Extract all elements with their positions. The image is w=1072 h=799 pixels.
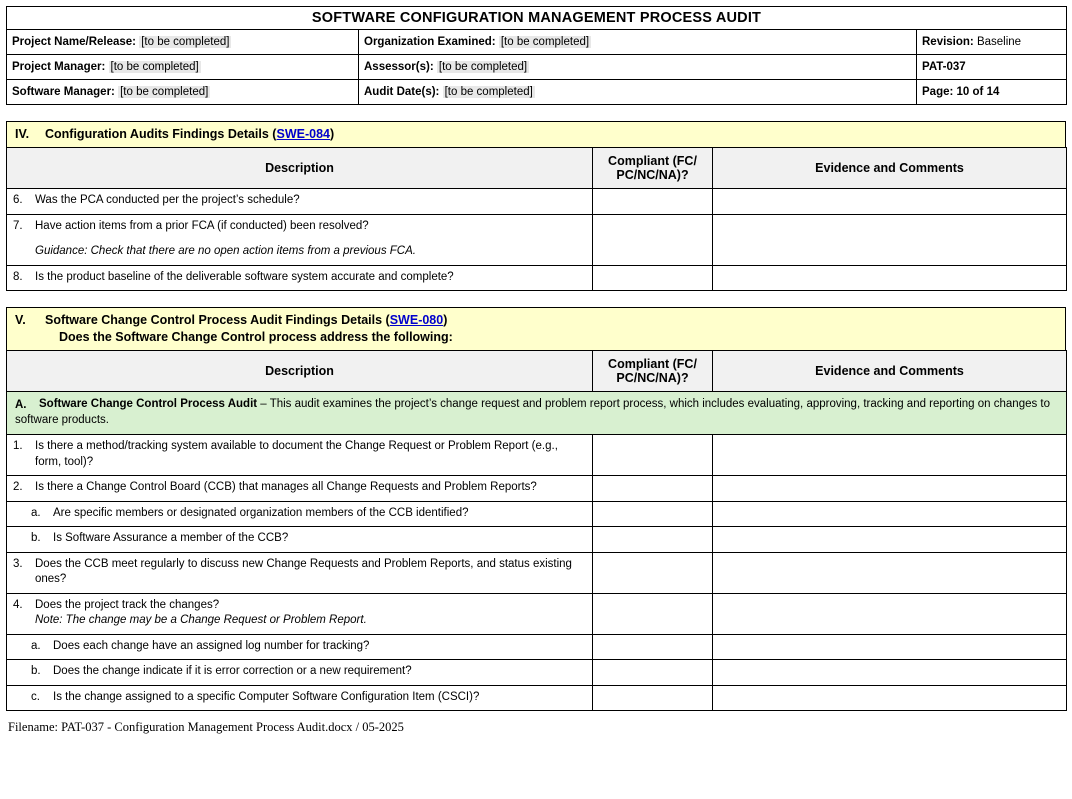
question-number: 2. — [13, 481, 23, 494]
question-text: Was the PCA conducted per the project’s schedule? — [35, 194, 300, 206]
evidence-input[interactable] — [713, 634, 1067, 660]
question-cell — [7, 660, 593, 686]
section-5-banner — [6, 307, 1066, 351]
table-row — [7, 593, 1067, 634]
question-number: a. — [31, 639, 41, 652]
page-number-value: 10 of 14 — [956, 86, 1000, 98]
compliant-input[interactable] — [593, 214, 713, 265]
document-id-label: PAT-037 — [922, 61, 966, 73]
organization-examined-label: Organization Examined: — [364, 36, 496, 48]
compliant-input[interactable] — [593, 265, 713, 291]
software-manager-value[interactable]: [to be completed] — [120, 86, 209, 98]
question-cell — [7, 189, 593, 215]
subsection-a-text: – This audit examines the project’s change request and problem report process, which includes evaluating, approving, tracking and reporting on changes to software products. — [15, 398, 1051, 426]
table-row — [7, 634, 1067, 660]
assessors-label: Assessor(s): — [364, 61, 434, 73]
audit-dates-label: Audit Date(s): — [364, 86, 440, 98]
table-row — [7, 527, 1067, 553]
question-cell — [7, 685, 593, 711]
organization-examined-cell — [359, 30, 917, 55]
project-manager-label: Project Manager: — [12, 61, 106, 73]
evidence-input[interactable] — [713, 527, 1067, 553]
table-row — [7, 660, 1067, 686]
question-text: Does the change indicate if it is error correction or a new requirement? — [53, 665, 412, 678]
section-4-heading — [15, 127, 1057, 141]
section-4-number: IV. — [15, 127, 30, 141]
table-row — [7, 435, 1067, 476]
revision-value: Baseline — [976, 36, 1022, 48]
project-name-value[interactable]: [to be completed] — [141, 36, 230, 48]
question-number: 1. — [13, 440, 23, 453]
col-compliant: Compliant (FC/ PC/NC/NA)? — [593, 148, 713, 189]
page-number-cell — [917, 80, 1067, 105]
question-cell — [7, 214, 593, 265]
question-cell — [7, 476, 593, 502]
compliant-input[interactable] — [593, 634, 713, 660]
header-row-3 — [7, 80, 1067, 105]
question-cell — [7, 552, 593, 593]
question-cell — [7, 265, 593, 291]
section-5-findings-table — [6, 350, 1067, 711]
project-name-label: Project Name/Release: — [12, 36, 137, 48]
compliant-input[interactable] — [593, 527, 713, 553]
evidence-input[interactable] — [713, 214, 1067, 265]
question-number: b. — [31, 532, 41, 545]
evidence-input[interactable] — [713, 501, 1067, 527]
section-5-heading-text: Software Change Control Process Audit Findings Details ( — [45, 313, 390, 328]
document-header-table — [6, 6, 1067, 105]
compliant-input[interactable] — [593, 476, 713, 502]
table-row — [7, 476, 1067, 502]
section-5-header-row — [7, 351, 1067, 392]
question-number: 4. — [13, 598, 23, 611]
evidence-input[interactable] — [713, 265, 1067, 291]
section-4-banner — [6, 121, 1066, 148]
question-number: 6. — [13, 194, 23, 206]
col-description: Description — [7, 351, 593, 392]
table-row — [7, 552, 1067, 593]
subsection-a-banner — [7, 392, 1067, 435]
question-number: 3. — [13, 557, 23, 570]
col-evidence: Evidence and Comments — [713, 351, 1067, 392]
question-number: 7. — [13, 219, 23, 232]
compliant-input[interactable] — [593, 685, 713, 711]
question-cell — [7, 527, 593, 553]
audit-dates-cell — [359, 80, 917, 105]
project-manager-cell — [7, 55, 359, 80]
evidence-input[interactable] — [713, 552, 1067, 593]
col-compliant: Compliant (FC/ PC/NC/NA)? — [593, 351, 713, 392]
compliant-input[interactable] — [593, 501, 713, 527]
document-id-cell — [917, 55, 1067, 80]
section-5-number: V. — [15, 313, 26, 328]
col-evidence: Evidence and Comments — [713, 148, 1067, 189]
question-cell — [7, 501, 593, 527]
compliant-input[interactable] — [593, 593, 713, 634]
question-number: c. — [31, 690, 40, 703]
section-5-heading — [15, 313, 1057, 327]
table-row — [7, 685, 1067, 711]
header-row-1 — [7, 30, 1067, 55]
swe-084-link[interactable]: SWE-084 — [276, 127, 330, 141]
section-4-findings-table — [6, 147, 1067, 291]
col-description: Description — [7, 148, 593, 189]
compliant-input[interactable] — [593, 189, 713, 215]
header-title-row — [7, 7, 1067, 30]
question-number: b. — [31, 665, 41, 678]
question-cell — [7, 435, 593, 476]
question-text: Are specific members or designated organization members of the CCB identified? — [53, 506, 469, 519]
question-number: 8. — [13, 270, 23, 283]
assessors-cell — [359, 55, 917, 80]
compliant-input[interactable] — [593, 435, 713, 476]
question-text: Is the change assigned to a specific Computer Software Configuration Item (CSCI)? — [53, 690, 480, 703]
evidence-input[interactable] — [713, 593, 1067, 634]
assessors-value[interactable]: [to be completed] — [438, 61, 528, 73]
section-5-subheading: Does the Software Change Control process address the following: — [59, 330, 453, 345]
question-number: a. — [31, 506, 41, 519]
table-row — [7, 501, 1067, 527]
subsection-a-banner-row — [7, 392, 1067, 435]
header-row-2 — [7, 55, 1067, 80]
evidence-input[interactable] — [713, 685, 1067, 711]
evidence-input[interactable] — [713, 189, 1067, 215]
question-note: Note: The change may be a Change Request or Problem Report. — [35, 614, 367, 627]
section-4-heading-close: ) — [329, 127, 335, 141]
table-row — [7, 265, 1067, 291]
section-4-header-row — [7, 148, 1067, 189]
project-name-cell — [7, 30, 359, 55]
organization-examined-value[interactable]: [to be completed] — [500, 36, 590, 48]
audit-dates-value[interactable]: [to be completed] — [444, 86, 533, 98]
document-footer: Filename: PAT-037 - Configuration Management Process Audit.docx / 05-2025 — [8, 720, 404, 735]
revision-label: Revision: — [922, 36, 974, 48]
page-number-label: Page: — [922, 86, 954, 98]
subsection-a-title: Software Change Control Process Audit — [39, 398, 258, 411]
compliant-input[interactable] — [593, 552, 713, 593]
page-title: SOFTWARE CONFIGURATION MANAGEMENT PROCESS AUDIT — [7, 7, 1067, 30]
software-manager-label: Software Manager: — [12, 86, 115, 98]
question-text: Is there a Change Control Board (CCB) that manages all Change Requests and Problem Reports? — [35, 481, 537, 494]
table-row — [7, 189, 1067, 215]
question-cell — [7, 593, 593, 634]
section-4-heading-text: Configuration Audits Findings Details ( — [45, 127, 277, 141]
question-text: Is the product baseline of the deliverable software system accurate and complete? — [35, 270, 454, 283]
question-text: Have action items from a prior FCA (if conducted) been resolved? — [35, 219, 369, 232]
swe-080-link[interactable]: SWE-080 — [389, 313, 444, 328]
evidence-input[interactable] — [713, 435, 1067, 476]
project-manager-value[interactable]: [to be completed] — [110, 61, 199, 73]
question-text: Is Software Assurance a member of the CCB? — [53, 532, 289, 545]
question-cell — [7, 634, 593, 660]
evidence-input[interactable] — [713, 476, 1067, 502]
question-text: Does each change have an assigned log number for tracking? — [53, 639, 370, 652]
question-guidance: Guidance: Check that there are no open action items from a previous FCA. — [35, 245, 416, 258]
section-5-heading-close: ) — [443, 313, 448, 328]
subsection-a-letter: A. — [15, 399, 27, 412]
software-manager-cell — [7, 80, 359, 105]
evidence-input[interactable] — [713, 660, 1067, 686]
table-row — [7, 214, 1067, 265]
question-text: Does the CCB meet regularly to discuss new Change Requests and Problem Reports, and status existing ones? — [35, 557, 572, 586]
question-text: Is there a method/tracking system available to document the Change Request or Problem Report (e.g., form, tool)? — [35, 440, 558, 468]
compliant-input[interactable] — [593, 660, 713, 686]
question-text: Does the project track the changes? — [35, 598, 220, 611]
revision-cell — [917, 30, 1067, 55]
